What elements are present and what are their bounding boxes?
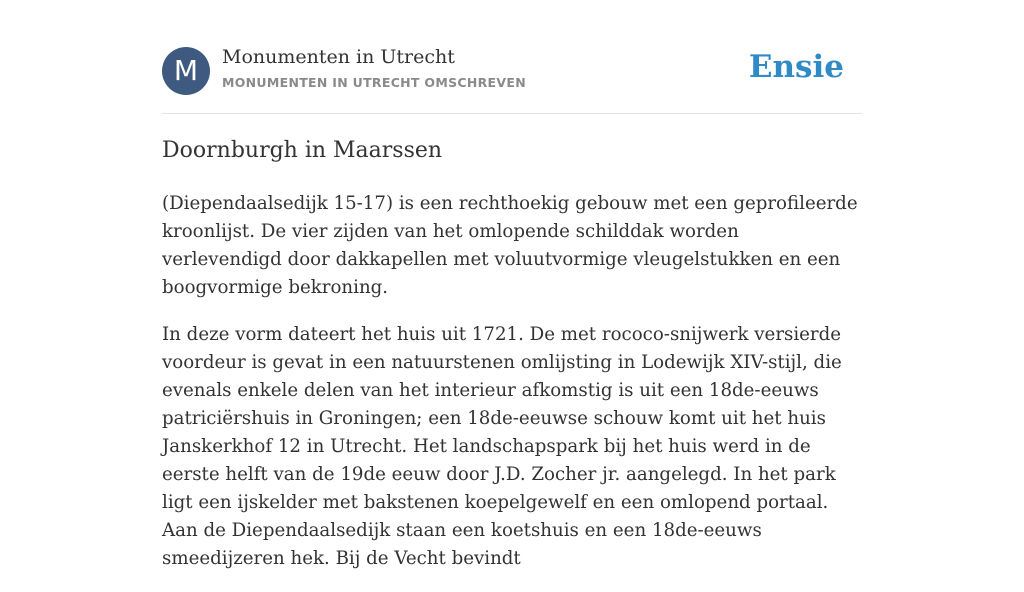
collection-avatar[interactable]: M [162, 47, 210, 95]
collection-title[interactable]: Monumenten in Utrecht [222, 46, 455, 68]
article-paragraph: (Diependaalsedijk 15-17) is een rechthoekig gebouw met een geprofileerde kroonlijst. De vier zijden van het omlopende schilddak worden verlevendigd door dakkapellen met voluutvormige vleugelstukken en een boogvormige bekroning. [162, 193, 858, 298]
article-title: Doornburgh in Maarssen [162, 138, 443, 163]
article-paragraph: In deze vorm dateert het huis uit 1721. De met rococo-snijwerk versierde voordeur is gevat in een natuurstenen omlijsting in Lodewijk XIV-stijl, die evenals enkele delen van het interieur afkomstig is uit een 18de-eeuws patriciërshuis in Groningen; een 18de-eeuwse schouw komt uit het huis Janskerkhof 12 in Utrecht. Het landschapspark bij het huis werd in de eerste helft van de 19de eeuw door J.D. Zocher jr. aangelegd. In het park ligt een ijskelder met bakstenen koepelgewelf en een omlopend portaal. Aan de Diependaalsedijk staan een koetshuis en een 18de-eeuws smeedijzeren hek. Bij de Vecht bevindt [162, 324, 842, 569]
collection-subtitle: MONUMENTEN IN UTRECHT OMSCHREVEN [222, 75, 526, 90]
header-divider [162, 113, 862, 114]
ensie-logo[interactable]: Ensie [748, 49, 844, 85]
article-body [162, 190, 862, 592]
collection-header [162, 46, 862, 96]
